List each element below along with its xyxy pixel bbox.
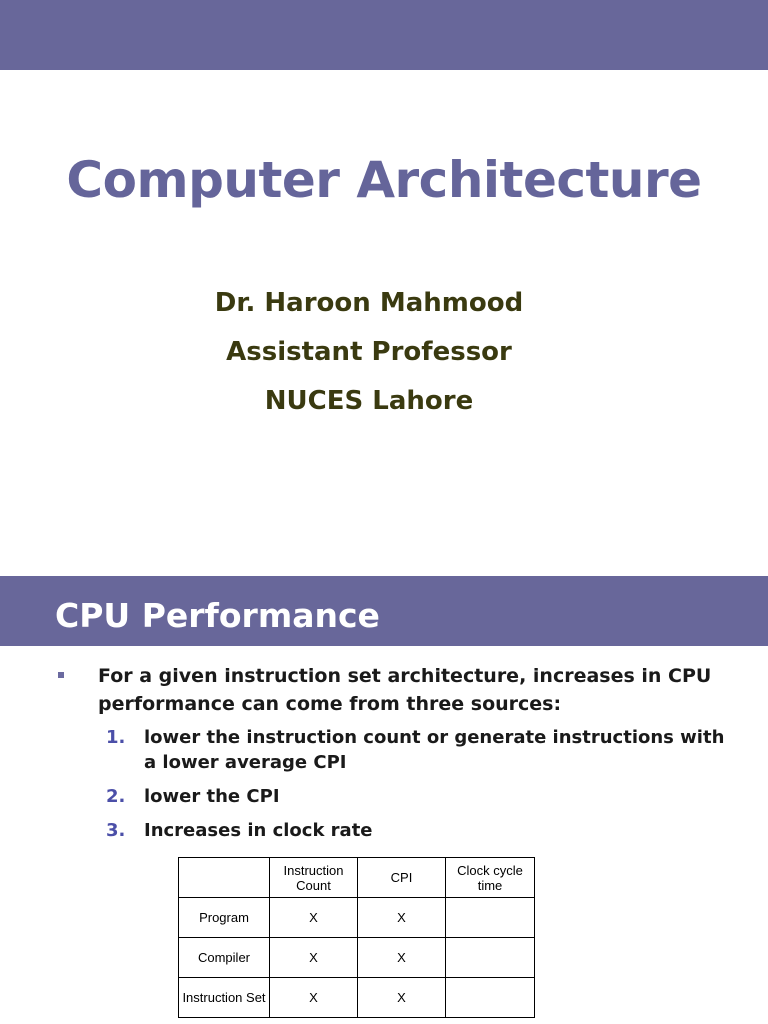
table-cell: X (270, 938, 358, 978)
table-row-label: Program (179, 898, 270, 938)
author-name: Dr. Haroon Mahmood (214, 288, 524, 318)
table-header-cell: Clock cycle time (446, 858, 535, 898)
table-cell: X (358, 938, 446, 978)
table-row-label: Instruction Set (179, 978, 270, 1018)
table-row-label: Compiler (179, 938, 270, 978)
item-text: lower the instruction count or generate instructions with a lower average CPI (144, 727, 725, 773)
table-cell (446, 898, 535, 938)
item-number: 3. (106, 820, 126, 841)
table-header-cell: CPI (358, 858, 446, 898)
numbered-item (106, 818, 726, 843)
table-header-row (179, 858, 535, 898)
square-bullet-icon (58, 672, 64, 678)
table-header-cell: Instruction Count (270, 858, 358, 898)
author-block (0, 279, 738, 426)
item-text: lower the CPI (144, 786, 280, 807)
slide-heading: CPU Performance (55, 596, 380, 635)
slide-title: Computer Architecture (66, 151, 702, 209)
table-cell (446, 938, 535, 978)
table-cell: X (358, 978, 446, 1018)
table-cell (446, 978, 535, 1018)
top-banner (0, 0, 768, 70)
item-number: 2. (106, 786, 126, 807)
bullet-text: For a given instruction set architecture, increases in CPU performance can come from three sources: (98, 665, 712, 715)
table-cell: X (270, 898, 358, 938)
table-cell: X (270, 978, 358, 1018)
content-slide (0, 576, 768, 1024)
author-position: Assistant Professor (226, 337, 512, 367)
numbered-item (106, 784, 726, 809)
table-row (179, 938, 535, 978)
table-row (179, 898, 535, 938)
numbered-item (106, 725, 726, 775)
table-header-cell (179, 858, 270, 898)
performance-table (178, 857, 535, 1018)
table-row (179, 978, 535, 1018)
item-number: 1. (106, 727, 126, 748)
item-text: Increases in clock rate (144, 820, 373, 841)
table-cell: X (358, 898, 446, 938)
author-institution: NUCES Lahore (264, 386, 474, 416)
